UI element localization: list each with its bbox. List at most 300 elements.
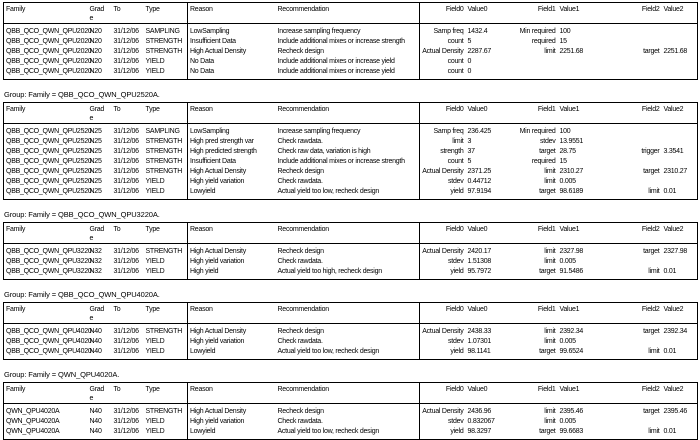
table-cell: Min required <box>519 128 556 135</box>
table-cell: 31/12/06 <box>113 268 139 275</box>
table-row <box>4 337 698 347</box>
table-cell: YIELD <box>145 428 165 435</box>
column-header: Field0 <box>420 383 466 404</box>
column-header: Value0 <box>466 103 506 124</box>
table-cell: 3.3541 <box>663 148 684 155</box>
table-cell: Actual Density <box>420 324 466 338</box>
table-cell <box>612 417 662 427</box>
table-cell: STRENGTH <box>145 48 182 55</box>
table-cell: Lowyield <box>188 347 276 360</box>
column-header: Field2 <box>612 3 662 24</box>
table-cell: 0.01 <box>663 268 677 275</box>
table-cell: High Actual Density <box>188 244 276 258</box>
table-cell: yield <box>420 267 466 280</box>
table-cell: Min required <box>519 28 556 35</box>
table-cell: QBB_QCO_QWN_QPU2520 <box>6 168 92 175</box>
column-header <box>88 223 112 244</box>
column-header: Recommendation <box>276 103 420 124</box>
table-cell: QBB_QCO_QWN_QPU2020 <box>6 28 92 35</box>
table-cell: QBB_QCO_QWN_QPU2520 <box>6 178 92 185</box>
column-header: Reason <box>188 223 276 244</box>
table-cell <box>662 24 698 38</box>
column-header: Field0 <box>420 303 466 324</box>
table-cell: 31/12/06 <box>113 188 139 195</box>
column-header: Value1 <box>558 303 612 324</box>
column-header: Field0 <box>420 103 466 124</box>
table-row <box>4 187 698 200</box>
table-cell: 5 <box>467 38 472 45</box>
table-cell: Check rawdata. <box>277 418 323 425</box>
table-cell: Include additional mixes or increase strength <box>277 38 405 45</box>
table-cell: 0.005 <box>559 418 576 425</box>
table-cell: High predicted strength <box>188 147 276 157</box>
column-header: Family <box>4 303 88 324</box>
table-cell <box>612 177 662 187</box>
table-cell: SAMPLING <box>145 28 180 35</box>
table-cell: N20 <box>89 68 102 75</box>
table-cell: target <box>539 348 556 355</box>
table-cell: yield <box>420 187 466 200</box>
table-row <box>4 324 698 338</box>
table-cell: QWN_QPU4020A <box>6 408 60 415</box>
table-cell: STRENGTH <box>145 248 182 255</box>
table-cell <box>662 137 698 147</box>
table-cell: Increase sampling frequency <box>277 28 361 35</box>
table-cell: 15 <box>559 38 567 45</box>
table-cell: limit <box>544 248 556 255</box>
table-cell <box>662 57 698 67</box>
table-cell: required <box>531 38 556 45</box>
table-cell: yield <box>420 427 466 440</box>
table-cell: High yield variation <box>188 177 276 187</box>
table-cell: limit <box>544 258 556 265</box>
table-cell: strength <box>420 147 466 157</box>
table-cell: QBB_QCO_QWN_QPU2520 <box>6 148 92 155</box>
table-cell <box>506 57 558 67</box>
column-header: Family <box>4 103 88 124</box>
table-cell: STRENGTH <box>145 168 182 175</box>
table-cell: 2392.34 <box>663 328 688 335</box>
table-row <box>4 177 698 187</box>
column-header: Reason <box>188 383 276 404</box>
table-cell <box>662 257 698 267</box>
column-header: Field1 <box>506 223 558 244</box>
table-cell: 15 <box>559 158 567 165</box>
table-cell: 2287.67 <box>467 48 492 55</box>
table-cell: 31/12/06 <box>113 178 139 185</box>
table-row <box>4 257 698 267</box>
table-cell: stdev <box>420 177 466 187</box>
table-cell: 0.01 <box>663 348 677 355</box>
column-header: Recommendation <box>276 3 420 24</box>
table-cell: YIELD <box>145 258 165 265</box>
column-header: Recommendation <box>276 383 420 404</box>
table-cell: SAMPLING <box>145 128 180 135</box>
group-header: Group: Family = QBB_QCO_QWN_QPU3220A. <box>4 210 160 219</box>
table-cell: 2310.27 <box>559 168 584 175</box>
table-cell: QBB_QCO_QWN_QPU3220 <box>6 268 92 275</box>
table-cell: High Actual Density <box>188 324 276 338</box>
table-cell <box>612 67 662 80</box>
table-cell: 100 <box>559 128 571 135</box>
table-cell: count <box>420 157 466 167</box>
table-cell: 98.3297 <box>467 428 492 435</box>
table-cell: Actual Density <box>420 47 466 57</box>
table-cell: 28.75 <box>559 148 576 155</box>
column-header: Field1 <box>506 303 558 324</box>
column-header: To <box>112 3 144 24</box>
column-header: Value1 <box>558 3 612 24</box>
column-header: Field2 <box>612 103 662 124</box>
table-cell: High Actual Density <box>188 167 276 177</box>
table-row <box>4 137 698 147</box>
column-header: Value2 <box>662 103 698 124</box>
table-cell: limit <box>544 168 556 175</box>
table-cell: limit <box>544 48 556 55</box>
column-header: Type <box>144 383 188 404</box>
table-row <box>4 347 698 360</box>
header-row <box>4 103 698 124</box>
table-cell: QBB_QCO_QWN_QPU2020 <box>6 68 92 75</box>
table-cell: Samp freq <box>420 24 466 38</box>
table-cell: QBB_QCO_QWN_QPU2020 <box>6 58 92 65</box>
table-cell: Recheck design <box>277 48 324 55</box>
table-cell: limit <box>420 137 466 147</box>
table-cell: 31/12/06 <box>113 338 139 345</box>
table-cell: STRENGTH <box>145 138 182 145</box>
table-cell: QBB_QCO_QWN_QPU3220 <box>6 258 92 265</box>
table-cell: 2395.46 <box>559 408 584 415</box>
table-cell: 1.51308 <box>467 258 492 265</box>
table-cell: 0 <box>467 68 472 75</box>
table-cell: Actual yield too low, recheck design <box>277 428 380 435</box>
table-cell: target <box>539 188 556 195</box>
table-cell: Samp freq <box>420 124 466 138</box>
column-header: Reason <box>188 3 276 24</box>
table-row <box>4 417 698 427</box>
table-cell <box>612 57 662 67</box>
table-cell: limit <box>544 328 556 335</box>
table-cell: 2436.96 <box>467 408 492 415</box>
column-header-label: Grade <box>89 386 105 402</box>
column-header: Value0 <box>466 383 506 404</box>
table-cell: 31/12/06 <box>113 148 139 155</box>
column-header-label: Grade <box>89 106 105 122</box>
table-cell <box>662 417 698 427</box>
table-cell: 37 <box>467 148 475 155</box>
table-cell: Check raw data, variation is high <box>277 148 371 155</box>
column-header: Type <box>144 303 188 324</box>
column-header: Reason <box>188 303 276 324</box>
header-row <box>4 3 698 24</box>
table-cell: 31/12/06 <box>113 38 139 45</box>
table-cell: Insufficient Data <box>188 37 276 47</box>
table-cell: N25 <box>89 178 102 185</box>
table-cell: 31/12/06 <box>113 418 139 425</box>
table-cell: 31/12/06 <box>113 58 139 65</box>
table-cell: YIELD <box>145 58 165 65</box>
table-cell: 0.005 <box>559 258 576 265</box>
table-cell: Include additional mixes or increase yield <box>277 58 395 65</box>
table-cell: QBB_QCO_QWN_QPU3220 <box>6 248 92 255</box>
table-cell: N40 <box>89 348 102 355</box>
column-header: Family <box>4 3 88 24</box>
table-cell <box>506 67 558 80</box>
table-cell: LowSampling <box>188 124 276 138</box>
group-header: Group: Family = QBB_QCO_QWN_QPU4020A. <box>4 290 160 299</box>
table-cell <box>612 257 662 267</box>
table-cell: High Actual Density <box>188 47 276 57</box>
column-header: Value0 <box>466 3 506 24</box>
table-cell: limit <box>648 348 660 355</box>
column-header: Field2 <box>612 383 662 404</box>
table-row <box>4 404 698 418</box>
table-cell <box>558 57 612 67</box>
table-row <box>4 157 698 167</box>
header-row <box>4 223 698 244</box>
table-cell: High yield variation <box>188 337 276 347</box>
table-cell: 31/12/06 <box>113 138 139 145</box>
column-header: Value2 <box>662 383 698 404</box>
table-cell: Actual Density <box>420 167 466 177</box>
table-cell: QBB_QCO_QWN_QPU4020 <box>6 348 92 355</box>
table-cell: limit <box>648 428 660 435</box>
column-header: Type <box>144 3 188 24</box>
table-cell: Actual yield too high, recheck design <box>277 268 382 275</box>
column-header: Value2 <box>662 303 698 324</box>
table-cell: 99.6524 <box>559 348 584 355</box>
table-cell: N40 <box>89 328 102 335</box>
table-cell: N32 <box>89 248 102 255</box>
report-table <box>3 102 698 200</box>
table-cell: Lowyield <box>188 187 276 200</box>
table-cell: N25 <box>89 158 102 165</box>
table-cell: 2438.33 <box>467 328 492 335</box>
column-header: To <box>112 303 144 324</box>
table-row <box>4 67 698 80</box>
table-cell: 31/12/06 <box>113 158 139 165</box>
table-cell: LowSampling <box>188 24 276 38</box>
table-cell: STRENGTH <box>145 408 182 415</box>
table-cell: stdev <box>540 138 556 145</box>
table-cell <box>662 177 698 187</box>
table-cell <box>558 67 612 80</box>
report-table <box>3 222 698 280</box>
table-cell: 99.6683 <box>559 428 584 435</box>
table-cell <box>612 124 662 138</box>
table-cell: YIELD <box>145 68 165 75</box>
table-cell: QWN_QPU4020A <box>6 418 60 425</box>
table-cell: N20 <box>89 38 102 45</box>
group-header: Group: Family = QBB_QCO_QWN_QPU2520A. <box>4 90 160 99</box>
table-cell <box>612 24 662 38</box>
table-cell: No Data <box>188 67 276 80</box>
table-cell: yield <box>420 347 466 360</box>
table-cell: target <box>539 428 556 435</box>
table-cell: 2251.68 <box>663 48 688 55</box>
column-header: Value0 <box>466 303 506 324</box>
column-header: To <box>112 223 144 244</box>
table-cell: YIELD <box>145 338 165 345</box>
column-header: Type <box>144 103 188 124</box>
table-cell: 95.7972 <box>467 268 492 275</box>
table-cell: STRENGTH <box>145 38 182 45</box>
table-cell: High pred strength var <box>188 137 276 147</box>
table-cell: 31/12/06 <box>113 48 139 55</box>
table-cell: High yield <box>188 267 276 280</box>
table-cell: target <box>643 328 660 335</box>
table-cell: N32 <box>89 258 102 265</box>
table-cell: 0.832067 <box>467 418 495 425</box>
report-table <box>3 382 698 440</box>
table-cell: N20 <box>89 28 102 35</box>
table-cell: QWN_QPU4020A <box>6 428 60 435</box>
table-cell <box>662 337 698 347</box>
table-cell: limit <box>648 188 660 195</box>
table-cell: limit <box>544 178 556 185</box>
column-header <box>88 303 112 324</box>
table-cell: N25 <box>89 168 102 175</box>
table-cell <box>662 124 698 138</box>
table-cell: Check rawdata. <box>277 258 323 265</box>
column-header <box>88 103 112 124</box>
table-cell: stdev <box>420 257 466 267</box>
table-cell: QBB_QCO_QWN_QPU2520 <box>6 128 92 135</box>
table-cell: limit <box>544 338 556 345</box>
table-cell: trigger <box>641 148 660 155</box>
table-row <box>4 47 698 57</box>
table-cell: 0.44712 <box>467 178 492 185</box>
column-header: Family <box>4 223 88 244</box>
table-row <box>4 57 698 67</box>
table-cell <box>612 337 662 347</box>
table-cell: Actual Density <box>420 404 466 418</box>
table-cell: 2310.27 <box>663 168 688 175</box>
table-cell: YIELD <box>145 348 165 355</box>
table-cell: 100 <box>559 28 571 35</box>
table-cell <box>662 157 698 167</box>
table-cell: YIELD <box>145 418 165 425</box>
table-cell: 31/12/06 <box>113 408 139 415</box>
table-cell: N40 <box>89 428 102 435</box>
table-cell: Lowyield <box>188 427 276 440</box>
table-cell: Check rawdata. <box>277 338 323 345</box>
column-header: Field2 <box>612 223 662 244</box>
table-cell: YIELD <box>145 178 165 185</box>
table-cell: 98.6189 <box>559 188 584 195</box>
table-cell: 3 <box>467 138 472 145</box>
table-cell: required <box>531 158 556 165</box>
column-header: Field0 <box>420 3 466 24</box>
column-header: Value1 <box>558 383 612 404</box>
table-cell: 5 <box>467 158 472 165</box>
group-header: Group: Family = QWN_QPU4020A. <box>4 370 120 379</box>
column-header: Value2 <box>662 3 698 24</box>
table-cell: 0 <box>467 58 472 65</box>
table-cell <box>612 37 662 47</box>
table-cell: N32 <box>89 268 102 275</box>
column-header: Field1 <box>506 383 558 404</box>
table-cell: YIELD <box>145 268 165 275</box>
table-cell: Increase sampling frequency <box>277 128 361 135</box>
table-row <box>4 244 698 258</box>
table-cell: 1.07301 <box>467 338 492 345</box>
table-cell: 1432.4 <box>467 28 488 35</box>
table-cell: target <box>643 408 660 415</box>
table-cell: 2327.98 <box>663 248 688 255</box>
table-cell: N25 <box>89 188 102 195</box>
table-cell: N40 <box>89 418 102 425</box>
table-cell: 2420.17 <box>467 248 492 255</box>
table-cell: 31/12/06 <box>113 428 139 435</box>
table-cell: 0.01 <box>663 428 677 435</box>
table-cell: 2251.68 <box>559 48 584 55</box>
table-cell: Recheck design <box>277 168 324 175</box>
table-cell: count <box>420 67 466 80</box>
table-cell <box>662 67 698 80</box>
column-header: To <box>112 103 144 124</box>
table-cell: limit <box>648 268 660 275</box>
table-cell: 91.5486 <box>559 268 584 275</box>
table-cell: QBB_QCO_QWN_QPU2520 <box>6 138 92 145</box>
table-cell <box>612 157 662 167</box>
table-cell <box>612 137 662 147</box>
table-cell: target <box>643 248 660 255</box>
table-cell: Recheck design <box>277 248 324 255</box>
table-cell: 31/12/06 <box>113 328 139 335</box>
table-cell: count <box>420 57 466 67</box>
table-cell: stdev <box>420 417 466 427</box>
table-cell: High Actual Density <box>188 404 276 418</box>
table-cell: N25 <box>89 148 102 155</box>
table-cell: N20 <box>89 58 102 65</box>
table-cell: QBB_QCO_QWN_QPU2520 <box>6 158 92 165</box>
table-cell: QBB_QCO_QWN_QPU2020 <box>6 38 92 45</box>
table-cell: limit <box>544 418 556 425</box>
table-cell: 31/12/06 <box>113 168 139 175</box>
table-row <box>4 167 698 177</box>
table-cell: target <box>539 268 556 275</box>
table-cell: 98.1141 <box>467 348 491 355</box>
table-cell: 236.425 <box>467 128 492 135</box>
column-header: Recommendation <box>276 303 420 324</box>
table-cell: 0.01 <box>663 188 677 195</box>
table-cell: target <box>643 168 660 175</box>
column-header: Field2 <box>612 303 662 324</box>
column-header: Value1 <box>558 103 612 124</box>
table-cell: Include additional mixes or increase yield <box>277 68 395 75</box>
table-cell: 97.9194 <box>467 188 492 195</box>
table-cell: QBB_QCO_QWN_QPU4020 <box>6 328 92 335</box>
column-header: Type <box>144 223 188 244</box>
table-cell: STRENGTH <box>145 148 182 155</box>
table-row <box>4 427 698 440</box>
column-header: To <box>112 383 144 404</box>
table-cell: N40 <box>89 408 102 415</box>
table-row <box>4 124 698 138</box>
table-cell: limit <box>544 408 556 415</box>
table-cell <box>662 37 698 47</box>
column-header: Recommendation <box>276 223 420 244</box>
table-cell: 2395.46 <box>663 408 688 415</box>
column-header: Value1 <box>558 223 612 244</box>
table-cell: target <box>643 48 660 55</box>
table-cell: No Data <box>188 57 276 67</box>
table-cell: 31/12/06 <box>113 128 139 135</box>
table-cell: stdev <box>420 337 466 347</box>
table-cell: Check rawdata. <box>277 138 323 145</box>
table-cell: Recheck design <box>277 408 324 415</box>
